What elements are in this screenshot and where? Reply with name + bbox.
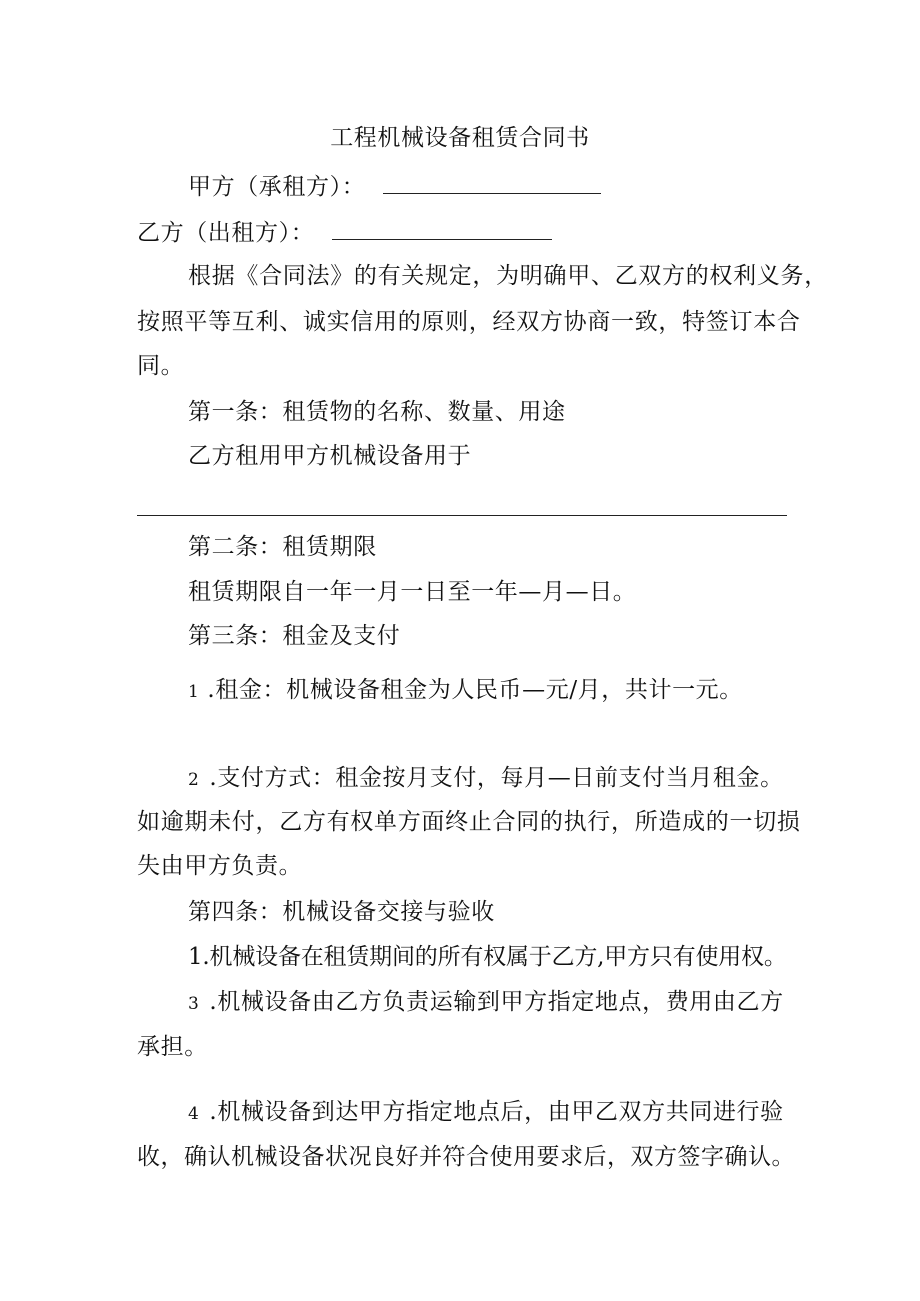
article-4-heading: 第四条：机械设备交接与验收 [188,899,495,925]
article-3-item-2-line-2: 如逾期未付，乙方有权单方面终止合同的执行，所造成的一切损 [137,809,801,835]
article-4-item-4-line-1 [188,1098,784,1128]
document-title: 工程机械设备租赁合同书 [330,125,590,151]
party-a-blank [383,193,601,194]
preamble-line-1: 根据《合同法》的有关规定，为明确甲、乙双方的权利义务， [188,263,828,289]
fill-in-line [137,515,787,516]
article-1-heading: 第一条：租赁物的名称、数量、用途 [188,399,566,425]
article-4-item-3-line-1 [188,988,784,1018]
article-1-text: 乙方租用甲方机械设备用于 [188,443,472,469]
article-3-item-1 [188,676,743,706]
item-text: .支付方式：租金按月支付，每月—日前支付当月租金。 [209,765,784,791]
item-number: 2 [188,770,200,790]
article-4-item-4-line-2: 收，确认机械设备状况良好并符合使用要求后，双方签字确认。 [137,1144,795,1170]
party-b-label: 乙方（出租方）： [137,220,315,246]
party-b-blank [332,239,552,240]
party-a-label: 甲方（承租方）： [188,174,366,200]
item-text: .租金：机械设备租金为人民币—元/月，共计一元。 [207,677,743,703]
preamble-line-3: 同。 [137,353,185,379]
item-text: .机械设备由乙方负责运输到甲方指定地点，费用由乙方 [209,989,784,1015]
item-number: 4 [188,1104,200,1124]
item-number: 1 [188,682,200,702]
article-3-item-2-line-3: 失由甲方负责。 [137,853,303,879]
article-3-heading: 第三条：租金及支付 [188,623,401,649]
article-2-text: 租赁期限自一年一月一日至一年—月—日。 [188,579,637,605]
preamble-line-2: 按照平等互利、诚实信用的原则，经双方协商一致，特签订本合 [137,309,801,335]
article-4-item-3-line-2: 承担。 [137,1034,208,1060]
item-text: .机械设备到达甲方指定地点后，由甲乙双方共同进行验 [209,1099,784,1125]
article-3-item-2-line-1 [188,764,784,794]
article-4-item-1: 1.机械设备在租赁期间的所有权属于乙方,甲方只有使用权。 [188,944,787,970]
article-2-heading: 第二条：租赁期限 [188,534,377,560]
item-number: 3 [188,994,200,1014]
